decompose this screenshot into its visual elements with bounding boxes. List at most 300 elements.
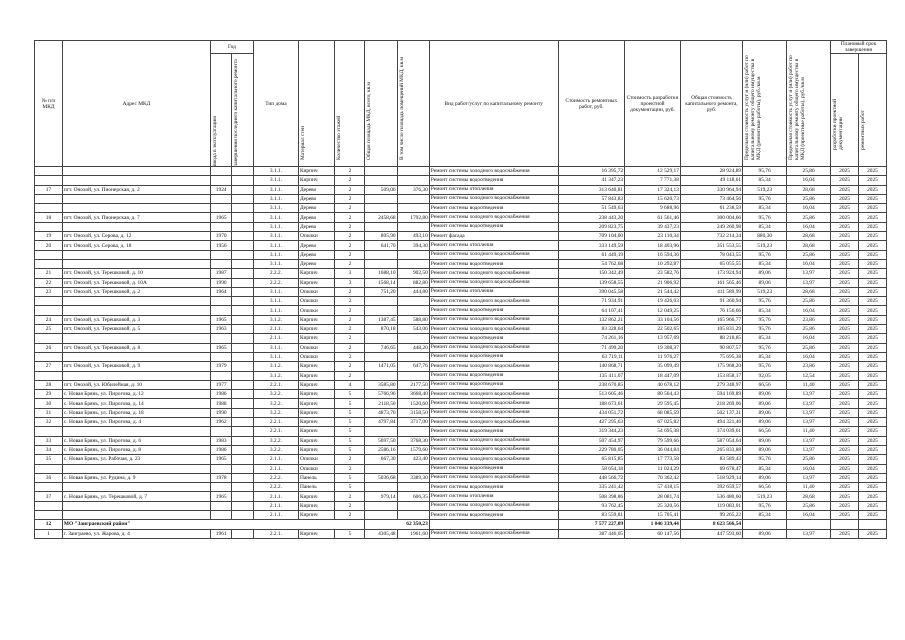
cell-al <box>397 464 429 473</box>
cell-addr <box>62 306 210 315</box>
cell-fl: 2 <box>335 222 365 231</box>
cell-ct: 279 348,97 <box>680 380 742 389</box>
cell-td: 2025 <box>831 362 859 371</box>
cell-type: 2.1.1. <box>253 455 298 464</box>
cell-cr: 140 868,71 <box>558 362 625 371</box>
cell-ct: 61 238,59 <box>680 204 742 213</box>
cell-work: Ремонт системы холодного водоснабжения <box>429 418 558 427</box>
cell-cd: 11 024,29 <box>625 464 681 473</box>
cell-yr <box>232 343 253 352</box>
cell-al <box>397 501 429 510</box>
cell-fl: 2 <box>335 492 365 501</box>
cell-fl: 2 <box>335 287 365 296</box>
cell-ct: 161 565,46 <box>680 278 742 287</box>
cell-cr: 71 934,91 <box>558 297 625 306</box>
table-row <box>35 241 887 250</box>
summary-n: 12 <box>35 520 63 529</box>
table-row <box>35 185 887 194</box>
cell-tr: 2025 <box>858 455 886 464</box>
cell-al <box>397 176 429 185</box>
cell-work: Ремонт системы холодного водоснабжения <box>429 278 558 287</box>
cell-lr: 85,34 <box>743 176 787 185</box>
cell-tr: 2025 <box>858 418 886 427</box>
cell-ct: 502 137,31 <box>680 408 742 417</box>
col-limit-doc: Предельная стоимость услуг и (или) работ по капитальному ремонту общего имущества в МКД (проектные работы), руб./кв.м <box>788 54 807 160</box>
cell-at <box>365 306 397 315</box>
cell-yr <box>232 259 253 268</box>
cell-yb: 1965 <box>210 343 231 352</box>
cell-wall: Кирпич <box>298 278 334 287</box>
cell-lr: 95,76 <box>743 343 787 352</box>
cell-fl: 3 <box>335 269 365 278</box>
cell-tr: 2025 <box>858 362 886 371</box>
cell-cr: 427 295,63 <box>558 418 625 427</box>
cell-work: Ремонт системы водоотведения <box>429 464 558 473</box>
cell-td: 2025 <box>831 297 859 306</box>
cell-ld: 13,97 <box>787 436 831 445</box>
cell-cr: 58 654,18 <box>558 464 625 473</box>
cell-at <box>365 194 397 203</box>
cell-addr: с. Новая Брянь, ул. Рудина, д. 9 <box>62 473 210 482</box>
cell-work: Ремонт системы отопления <box>429 241 558 250</box>
table-row <box>35 315 887 324</box>
cell-type: 3.1.1. <box>253 204 298 213</box>
cell-work: Ремонт системы холодного водоснабжения <box>429 529 558 538</box>
cell-fl: 2 <box>335 362 365 371</box>
table-row <box>35 176 887 185</box>
cell-at <box>365 176 397 185</box>
cell-yr <box>232 204 253 213</box>
summary-cd: 1 046 339,44 <box>625 520 681 529</box>
cell-cr: 333 149,59 <box>558 241 625 250</box>
cell-type: 2.1.1. <box>253 510 298 519</box>
cell-n <box>35 297 63 306</box>
col-term: Плановый срок завершения <box>831 41 887 54</box>
cell-addr <box>62 501 210 510</box>
cell-wall: Опилки <box>298 455 334 464</box>
cell-addr: г. Заиграево, ул. Жарова, д. 4 <box>62 529 210 538</box>
cell-wall: Опилки <box>298 297 334 306</box>
cell-at: 5697,50 <box>365 436 397 445</box>
cell-fl: 2 <box>335 455 365 464</box>
cell-n <box>35 510 63 519</box>
cell-al: 902,50 <box>397 269 429 278</box>
cell-n: 31 <box>35 408 63 417</box>
cell-al: 606,35 <box>397 492 429 501</box>
cell-fl: 3 <box>335 278 365 287</box>
cell-addr: пгт. Онохой, ул. Пионерская, д. 2 <box>62 185 210 194</box>
cell-type: 3.1.1. <box>253 297 298 306</box>
table-row <box>35 399 887 408</box>
cell-cd: 25 320,56 <box>625 501 681 510</box>
cell-al: 376,30 <box>397 185 429 194</box>
cell-tr: 2025 <box>858 380 886 389</box>
cell-cr: 41 347,23 <box>558 176 625 185</box>
cell-type: 3.1.1. <box>253 287 298 296</box>
cell-cd: 10 292,87 <box>625 259 681 268</box>
cell-type: 3.1.1. <box>253 259 298 268</box>
cell-cr: 448 566,72 <box>558 473 625 482</box>
cell-td: 2025 <box>831 241 859 250</box>
cell-addr: пгт. Онохой, ул. Терешковой, д. 10А <box>62 278 210 287</box>
cell-yb <box>210 464 231 473</box>
cell-fl: 5 <box>335 473 365 482</box>
cell-yr <box>232 408 253 417</box>
cell-td: 2025 <box>831 436 859 445</box>
cell-al <box>397 297 429 306</box>
cell-at: 2586,16 <box>365 445 397 454</box>
cell-wall: Дерево <box>298 185 334 194</box>
table-row <box>35 343 887 352</box>
cell-cd: 15 620,73 <box>625 194 681 203</box>
cell-cd: 70 362,42 <box>625 473 681 482</box>
cell-ct: 28 924,89 <box>680 167 742 176</box>
cell-ct: 587 054,64 <box>680 436 742 445</box>
col-cost-rep: Стоимость ремонтных работ, руб. <box>558 41 625 167</box>
cell-yr <box>232 185 253 194</box>
cell-at: 979,14 <box>365 492 397 501</box>
cell-yb: 1964 <box>210 287 231 296</box>
cell-n <box>35 194 63 203</box>
cell-type: 3.2.2. <box>253 436 298 445</box>
cell-n <box>35 167 63 176</box>
cell-addr: пгт. Онохой, ул. Терешковой, д. 10 <box>62 269 210 278</box>
cell-td: 2025 <box>831 390 859 399</box>
cell-al <box>397 483 429 492</box>
cell-at: 1387,45 <box>365 315 397 324</box>
cell-ld: 16,04 <box>787 464 831 473</box>
summary-empty <box>858 520 886 529</box>
cell-n <box>35 464 63 473</box>
cell-fl: 5 <box>335 445 365 454</box>
cell-wall: Дерево <box>298 259 334 268</box>
cell-td: 2025 <box>831 204 859 213</box>
cell-ld: 13,97 <box>787 473 831 482</box>
cell-wall: Кирпич <box>298 492 334 501</box>
cell-wall: Кирпич <box>298 390 334 399</box>
cell-yb: 1961 <box>210 529 231 538</box>
cell-work: Ремонт системы холодного водоснабжения <box>429 269 558 278</box>
cell-addr <box>62 334 210 343</box>
cell-cd: 21 906,92 <box>625 278 681 287</box>
cell-lr: 92,05 <box>743 371 787 380</box>
cell-cr: 387 446,05 <box>558 529 625 538</box>
cell-ct: 447 593,60 <box>680 529 742 538</box>
table-row <box>35 501 887 510</box>
cell-type: 2.2.1. <box>253 418 298 427</box>
cell-type: 2.2.2. <box>253 278 298 287</box>
cell-fl: 2 <box>335 325 365 334</box>
cell-fl: 2 <box>335 241 365 250</box>
cell-wall: Кирпич <box>298 427 334 436</box>
cell-at <box>365 222 397 231</box>
cell-addr <box>62 259 210 268</box>
cell-type: 3.1.1. <box>253 232 298 241</box>
cell-fl: 2 <box>335 232 365 241</box>
cell-at <box>365 167 397 176</box>
cell-n: 29 <box>35 390 63 399</box>
cell-yr <box>232 427 253 436</box>
cell-work: Ремонт системы холодного водоснабжения <box>429 343 558 352</box>
cell-al <box>397 334 429 343</box>
cell-n <box>35 306 63 315</box>
cell-yb: 1965 <box>210 315 231 324</box>
cell-al <box>397 204 429 213</box>
cell-work: Ремонт системы водоотведения <box>429 352 558 361</box>
summary-area: 62 350,23 <box>365 520 429 529</box>
cell-yr <box>232 371 253 380</box>
cell-yr <box>232 315 253 324</box>
cell-yb <box>210 167 231 176</box>
cell-tr: 2025 <box>858 306 886 315</box>
cell-at: 1568,14 <box>365 278 397 287</box>
cell-type: 3.1.1. <box>253 241 298 250</box>
cell-n: 1 <box>35 529 63 538</box>
table-row <box>35 287 887 296</box>
cell-at: 5766,96 <box>365 390 397 399</box>
cell-lr: 89,06 <box>743 269 787 278</box>
col-year-built: ввода в эксплуатацию <box>211 115 218 166</box>
cell-n <box>35 204 63 213</box>
cell-fl: 2 <box>335 343 365 352</box>
cell-yb: 1987 <box>210 269 231 278</box>
cell-ld: 13,97 <box>787 269 831 278</box>
cell-n <box>35 501 63 510</box>
cell-fl: 2 <box>335 315 365 324</box>
cell-yb <box>210 334 231 343</box>
cell-yb: 1965 <box>210 492 231 501</box>
cell-n: 23 <box>35 287 63 296</box>
cell-n <box>35 483 63 492</box>
cell-tr: 2025 <box>858 325 886 334</box>
cell-yr <box>232 464 253 473</box>
cell-yr <box>232 194 253 203</box>
cell-type: 3.1.1. <box>253 306 298 315</box>
cell-yb: 1990 <box>210 408 231 417</box>
summary-cr: 7 577 227,09 <box>558 520 625 529</box>
cell-lr: 85,34 <box>743 510 787 519</box>
cell-wall: Кирпич <box>298 362 334 371</box>
cell-ct: 83 589,43 <box>680 455 742 464</box>
cell-yr <box>232 529 253 538</box>
cell-td: 2025 <box>831 213 859 222</box>
cell-ld: 16,04 <box>787 510 831 519</box>
cell-td: 2025 <box>831 194 859 203</box>
cell-n: 25 <box>35 325 63 334</box>
cell-cd: 39 437,23 <box>625 222 681 231</box>
cell-ct: 494 321,46 <box>680 418 742 427</box>
cell-wall: Дерево <box>298 241 334 250</box>
col-work: Вид работ/услуг по капитальному ремонту <box>429 41 558 167</box>
cell-lr: 89,06 <box>743 473 787 482</box>
cell-al: 423,40 <box>397 455 429 464</box>
cell-n: 30 <box>35 399 63 408</box>
cell-yb <box>210 194 231 203</box>
table-row <box>35 204 887 213</box>
cell-work: Ремонт системы водоотведения <box>429 427 558 436</box>
cell-wall: Опилки <box>298 287 334 296</box>
cell-addr: с. Новая Брянь, ул. Пирогова, д. 8 <box>62 445 210 454</box>
cell-ld: 13,97 <box>787 399 831 408</box>
cell-cd: 19 308,37 <box>625 343 681 352</box>
cell-ct: 392 659,57 <box>680 483 742 492</box>
cell-type: 3.1.1. <box>253 352 298 361</box>
cell-cr: 434 051,72 <box>558 408 625 417</box>
cell-wall: Кирпич <box>298 418 334 427</box>
cell-td: 2025 <box>831 232 859 241</box>
cell-cr: 57 843,83 <box>558 194 625 203</box>
cell-fl: 2 <box>335 352 365 361</box>
cell-ld: 11,40 <box>787 427 831 436</box>
cell-ld: 25,86 <box>787 213 831 222</box>
cell-wall: Панель <box>298 473 334 482</box>
cell-lr: 95,76 <box>743 213 787 222</box>
cell-ct: 330 964,94 <box>680 185 742 194</box>
summary-empty <box>743 520 787 529</box>
cell-wall: Опилки <box>298 464 334 473</box>
cell-at <box>365 259 397 268</box>
capital-repair-table <box>34 40 887 539</box>
cell-yb: 1986 <box>210 390 231 399</box>
cell-ld: 13,97 <box>787 418 831 427</box>
table-row <box>35 455 887 464</box>
cell-lr: 66,56 <box>743 483 787 492</box>
cell-al: 543,06 <box>397 325 429 334</box>
col-year-reconstr: завершения последнего капитального ремонта <box>233 59 240 166</box>
table-row <box>35 250 887 259</box>
cell-ct: 175 968,20 <box>680 362 742 371</box>
cell-work: Ремонт системы водоотведения <box>429 371 558 380</box>
cell-al: 1579,60 <box>397 445 429 454</box>
cell-ld: 25,86 <box>787 250 831 259</box>
cell-fl: 5 <box>335 408 365 417</box>
cell-cd: 11 976,27 <box>625 352 681 361</box>
cell-al: 394,30 <box>397 241 429 250</box>
cell-n: 18 <box>35 213 63 222</box>
cell-tr: 2025 <box>858 176 886 185</box>
cell-n: 21 <box>35 269 63 278</box>
table-row <box>35 352 887 361</box>
cell-cr: 61 449,19 <box>558 250 625 259</box>
cell-n <box>35 222 63 231</box>
cell-wall: Дерево <box>298 213 334 222</box>
cell-work: Ремонт системы холодного водоснабжения <box>429 445 558 454</box>
cell-type: 2.1.1. <box>253 464 298 473</box>
cell-at: 4797,84 <box>365 418 397 427</box>
cell-yb <box>210 176 231 185</box>
cell-at <box>365 334 397 343</box>
cell-wall: Кирпич <box>298 334 334 343</box>
cell-type: 3.1.1. <box>253 194 298 203</box>
cell-cr: 65 815,85 <box>558 455 625 464</box>
cell-lr: 95,76 <box>743 362 787 371</box>
cell-yb: 1962 <box>210 418 231 427</box>
cell-al: 2177,50 <box>397 380 429 389</box>
cell-fl: 2 <box>335 213 365 222</box>
cell-work: Ремонт системы водоотведения <box>429 306 558 315</box>
cell-ct: 594 169,89 <box>680 390 742 399</box>
cell-cd: 60 147,56 <box>625 529 681 538</box>
cell-work: Ремонт системы холодного водоснабжения <box>429 408 558 417</box>
cell-n <box>35 176 63 185</box>
cell-work: Ремонт системы холодного водоснабжения <box>429 250 558 259</box>
cell-cr: 188 673,61 <box>558 399 625 408</box>
cell-n <box>35 371 63 380</box>
cell-addr: с. Новая Брянь, ул. Пирогова, д. 4 <box>62 418 210 427</box>
cell-cd: 16 594,36 <box>625 250 681 259</box>
cell-ld: 28,68 <box>787 185 831 194</box>
cell-ld: 12,54 <box>787 371 831 380</box>
cell-addr: пгт. Онохой, ул. Юбилейная, д. 10 <box>62 380 210 389</box>
cell-at <box>365 483 397 492</box>
cell-yb: 1965 <box>210 213 231 222</box>
cell-cd: 68 085,59 <box>625 408 681 417</box>
table-row <box>35 492 887 501</box>
cell-wall: Опилки <box>298 352 334 361</box>
cell-at: 805,90 <box>365 232 397 241</box>
cell-ld: 16,04 <box>787 259 831 268</box>
cell-work: Ремонт фасада <box>429 232 558 241</box>
cell-td: 2025 <box>831 371 859 380</box>
cell-td: 2025 <box>831 250 859 259</box>
cell-td: 2025 <box>831 352 859 361</box>
cell-tr: 2025 <box>858 371 886 380</box>
cell-ct: 119 083,01 <box>680 501 742 510</box>
cell-at: 751,20 <box>365 287 397 296</box>
cell-wall: Опилки <box>298 343 334 352</box>
cell-addr <box>62 464 210 473</box>
cell-yb: 1963 <box>210 325 231 334</box>
cell-type: 3.1.2. <box>253 362 298 371</box>
cell-work: Ремонт системы холодного водоснабжения <box>429 399 558 408</box>
cell-cr: 238 670,85 <box>558 380 625 389</box>
table-row <box>35 297 887 306</box>
cell-type: 3.2.2. <box>253 445 298 454</box>
cell-fl: 2 <box>335 297 365 306</box>
cell-cr: 508 398,86 <box>558 492 625 501</box>
cell-addr <box>62 222 210 231</box>
cell-ld: 13,97 <box>787 390 831 399</box>
cell-ld: 28,68 <box>787 287 831 296</box>
cell-fl: 4 <box>335 380 365 389</box>
cell-cd: 17 324,13 <box>625 185 681 194</box>
summary-empty <box>787 520 831 529</box>
col-area-total: Общая площадь МКД, всего, кв.м <box>366 81 373 160</box>
cell-ct: 173 924,94 <box>680 269 742 278</box>
cell-work: Ремонт системы отопления <box>429 185 558 194</box>
cell-type: 3.1.2. <box>253 315 298 324</box>
cell-ct: 88 218,85 <box>680 334 742 343</box>
cell-cd: 79 599,66 <box>625 436 681 445</box>
cell-n: 26 <box>35 343 63 352</box>
cell-type: 3.1.1. <box>253 185 298 194</box>
cell-fl: 5 <box>335 418 365 427</box>
cell-fl: 2 <box>335 371 365 380</box>
cell-tr: 2025 <box>858 408 886 417</box>
cell-fl: 5 <box>335 483 365 492</box>
cell-lr: 89,06 <box>743 408 787 417</box>
cell-fl: 5 <box>335 390 365 399</box>
cell-addr <box>62 204 210 213</box>
table-row <box>35 278 887 287</box>
cell-cd: 13 957,69 <box>625 334 681 343</box>
cell-n: 20 <box>35 241 63 250</box>
summary-empty <box>429 520 558 529</box>
cell-work: Ремонт системы водоотведения <box>429 204 558 213</box>
cell-lr: 95,76 <box>743 250 787 259</box>
col-year: Год <box>210 41 253 54</box>
cell-at: 4305,48 <box>365 529 397 538</box>
